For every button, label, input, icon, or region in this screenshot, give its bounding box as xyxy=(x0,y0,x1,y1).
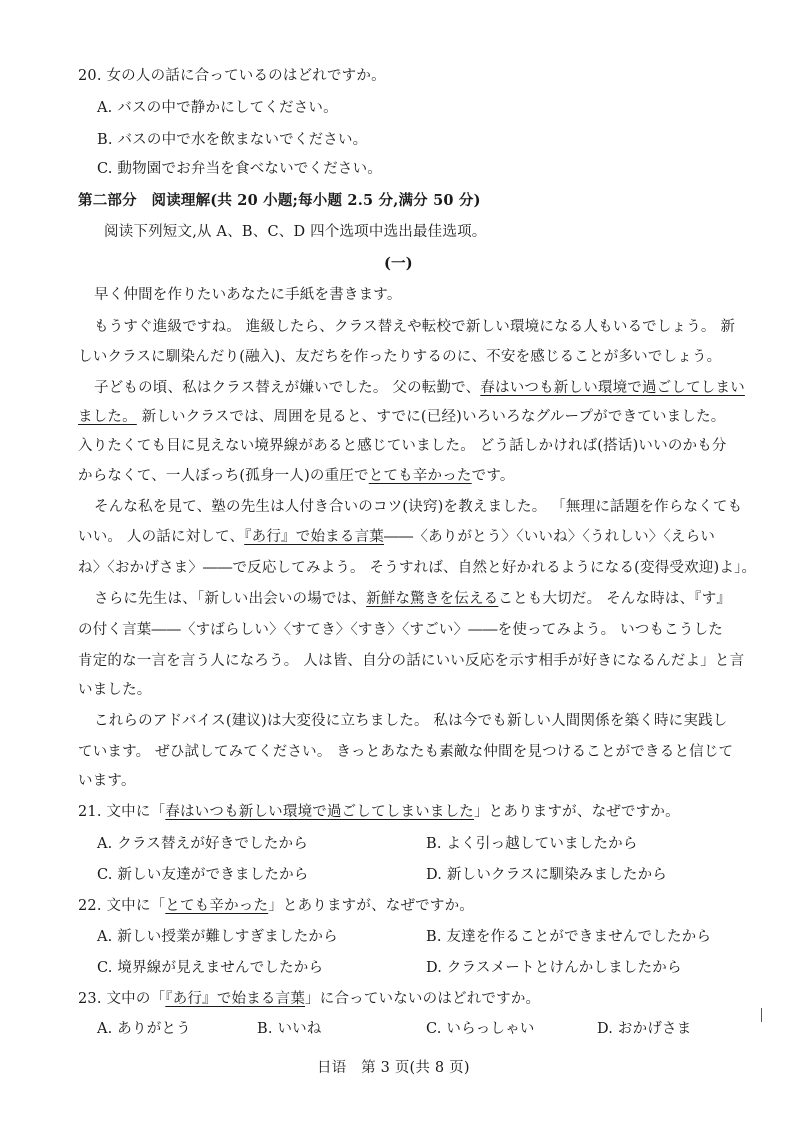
passage-line xyxy=(78,407,725,427)
question-text: 」に合っていないのはどれですか。 xyxy=(305,991,541,1007)
question-23-option-d: D. おかげさま xyxy=(597,1021,692,1037)
question-text: 22. 文中に「 xyxy=(78,898,166,914)
question-21-option-b: B. よく引っ越していましたから xyxy=(426,836,638,852)
question-20-option-c: C. 動物園でお弁当を食べないでください。 xyxy=(97,161,382,177)
passage-text: ことも大切だ。 そんな時は、『す』 xyxy=(498,591,732,607)
question-23-option-b: B. いいね xyxy=(257,1021,322,1037)
passage-text: からなくて、一人ぼっち(孤身一人)の重圧で xyxy=(78,468,369,484)
question-22-stem xyxy=(78,896,474,916)
question-text: 」とありますが、なぜですか。 xyxy=(268,898,474,914)
question-22-option-b: B. 友達を作ることができませんでしたから xyxy=(426,929,712,945)
question-23-option-a: A. ありがとう xyxy=(97,1021,191,1037)
question-20-option-b: B. バスの中で水を飲まないでください。 xyxy=(97,132,368,148)
section-number: (一) xyxy=(384,255,413,272)
passage-line: ね〉〈おかげさま〉――で反応してみよう。 そうすれば、自然と好かれるようになる(変得受欢迎)よ」。 xyxy=(78,560,757,576)
passage-line: います。 xyxy=(78,773,136,789)
question-text: 23. 文中の「 xyxy=(78,991,166,1007)
passage-line: ています。 ぜひ試してみてください。 きっとあなたも素敵な仲間を見つけることができると信じて xyxy=(78,744,734,760)
question-20-option-a: A. バスの中で静かにしてください。 xyxy=(97,100,338,116)
quoted-phrase: 春はいつも新しい環境で過ごしてしまいました xyxy=(165,804,474,820)
passage-line: 入りたくても目に見えない境界線があると感じていました。 どう話しかければ(搭话)いいのかも分 xyxy=(78,438,727,454)
underlined-phrase-22: とても辛かった xyxy=(368,468,472,484)
passage-text: 子どもの頃、私はクラス替えが嫌いでした。 父の転勤で、 xyxy=(94,380,481,396)
passage-text: 新しいクラスでは、周囲を見ると、すでに(已经)いろいろなグループができていました。 xyxy=(136,409,726,425)
passage-text: さらに先生は、「新しい出会いの場では、 xyxy=(94,591,367,607)
passage-text: ――〈ありがとう〉〈いいね〉〈うれしい〉〈えらい xyxy=(383,529,716,545)
question-21-option-a: A. クラス替えが好きでしたから xyxy=(97,836,308,852)
question-23-stem xyxy=(78,989,540,1009)
passage-line: そんな私を見て、塾の先生は人付き合いのコツ(诀窍)を教えました。 「無理に話題を作らなくても xyxy=(94,499,743,515)
passage-line xyxy=(94,589,731,609)
passage-line: いました。 xyxy=(78,682,152,698)
question-23-option-c: C. いらっしゃい xyxy=(426,1021,535,1037)
question-21-stem xyxy=(78,802,680,822)
question-22-option-c: C. 境界線が見えませんでしたから xyxy=(97,960,324,976)
underlined-phrase-21-end: ました。 xyxy=(78,409,137,425)
question-22-option-a: A. 新しい授業が難しすぎましたから xyxy=(97,929,338,945)
margin-mark xyxy=(761,1008,762,1022)
passage-line: もうすぐ進級ですね。 進級したら、クラス替えや転校で新しい環境になる人もいるでしょう。 新 xyxy=(94,319,736,335)
passage-line xyxy=(78,527,715,547)
part2-instruction: 阅读下列短文,从 A、B、C、D 四个选项中选出最佳选项。 xyxy=(104,224,487,240)
question-21-option-d: D. 新しいクラスに馴染みましたから xyxy=(426,867,667,883)
passage-line: しいクラスに馴染んだり(融入)、友だちを作ったりするのに、不安を感じることが多いでしょう。 xyxy=(78,349,722,365)
question-22-option-d: D. クラスメートとけんかしましたから xyxy=(426,960,682,976)
question-20-stem: 20. 女の人の話に合っているのはどれですか。 xyxy=(78,68,386,84)
question-text: 21. 文中に「 xyxy=(78,804,166,820)
passage-line xyxy=(78,466,515,486)
passage-line: の付く言葉――〈すばらしい〉〈すてき〉〈すき〉〈すごい〉――を使ってみよう。 いつもこうした xyxy=(78,622,723,638)
passage-line: これらのアドバイス(建议)は大変役に立ちました。 私は今でも新しい人間関係を築く時に実践し xyxy=(94,713,728,729)
underlined-phrase-21: 春はいつも新しい環境で過ごしてしまい xyxy=(480,380,745,396)
passage-text: いい。 人の話に対して、 xyxy=(78,529,245,545)
passage-text: です。 xyxy=(471,468,515,484)
underlined-phrase-23: 『あ行』で始まる言葉 xyxy=(244,529,384,545)
passage-line xyxy=(94,378,745,398)
part2-heading: 第二部分 阅读理解(共 20 小题;每小题 2.5 分,满分 50 分) xyxy=(78,192,481,209)
underlined-phrase-24: 新鮮な驚きを伝える xyxy=(366,591,499,607)
question-text: 」とありますが、なぜですか。 xyxy=(473,804,680,820)
quoted-phrase: 『あ行』で始まる言葉 xyxy=(165,991,306,1007)
page-footer: 日语 第 3 页(共 8 页) xyxy=(317,1060,470,1076)
passage-paragraph-1: 早く仲間を作りたいあなたに手紙を書きます。 xyxy=(94,287,402,303)
quoted-phrase: とても辛かった xyxy=(165,898,269,914)
question-21-option-c: C. 新しい友達ができましたから xyxy=(97,867,309,883)
passage-line: 肯定的な一言を言う人になろう。 人は皆、自分の話にいい反応を示す相手が好きになるんだよ」と言 xyxy=(78,653,745,669)
